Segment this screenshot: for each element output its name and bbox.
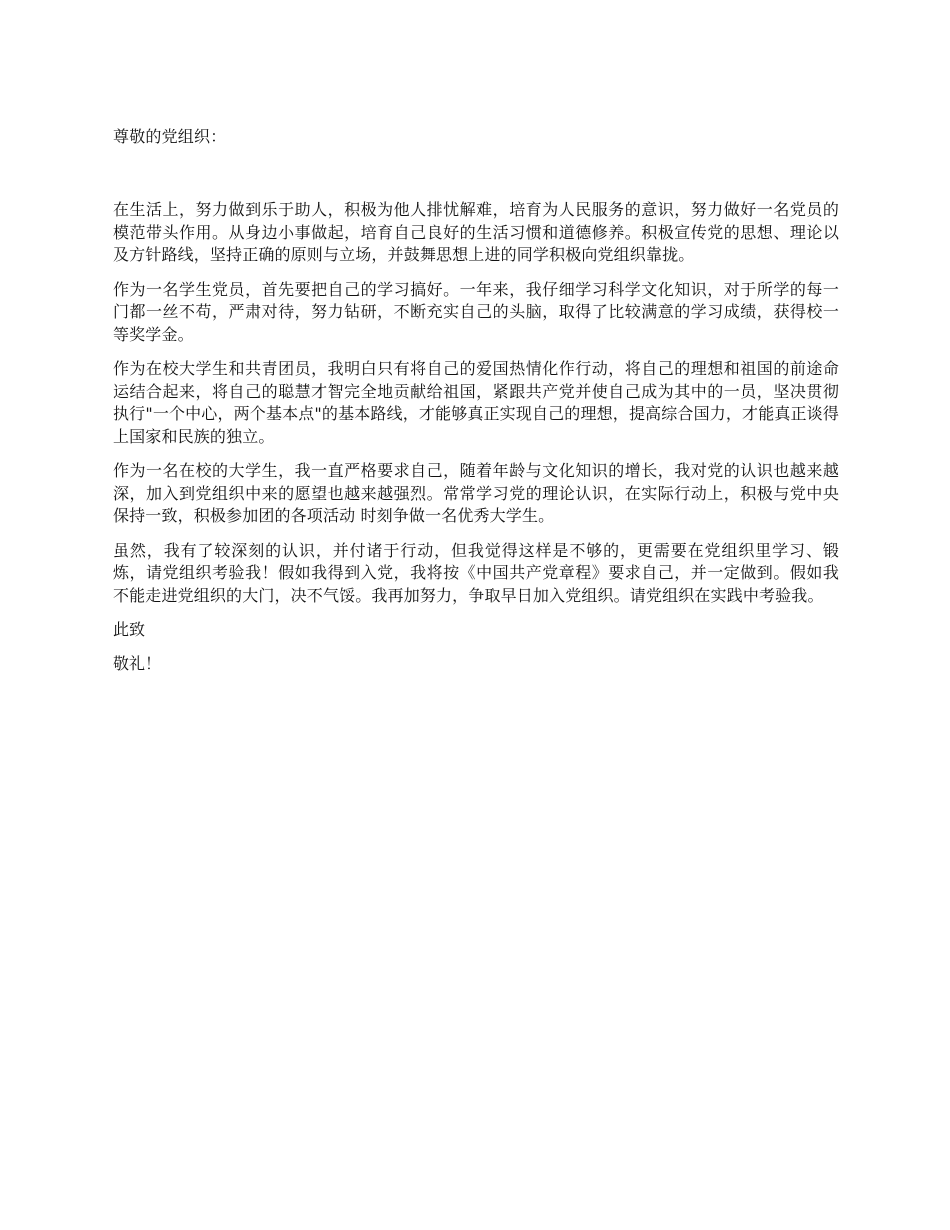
closing-salute: 此致 [113, 620, 146, 639]
letter-body [113, 199, 839, 675]
paragraph-study: 作为一名学生党员，首先要把自己的学习搞好。一年来，我仔细学习科学文化知识，对于所学的每一门都一丝不苟，严肃对待，努力钻研，不断充实自己的头脑，取得了比较满意的学习成绩，获得校一等奖学金。 [113, 279, 839, 344]
paragraph-patriotism: 作为在校大学生和共青团员，我明白只有将自己的爱国热情化作行动，将自己的理想和祖国的前途命运结合起来，将自己的聪慧才智完全地贡献给祖国，紧跟共产党并使自己成为其中的一员，坚决贯彻执行"一个中心，两个基本点"的基本路线，才能够真正实现自己的理想，提高综合国力，才能真正谈得上国家和民族的独立。 [113, 359, 839, 446]
paragraph-resolution: 虽然，我有了较深刻的认识，并付诸于行动，但我觉得这样是不够的，更需要在党组织里学习、锻炼，请党组织考验我！假如我得到入党，我将按《中国共产党章程》要求自己，并一定做到。假如我不能走进党组织的大门，决不气馁。我再加努力，争取早日加入党组织。请党组织在实践中考验我。 [113, 540, 839, 605]
salutation: 尊敬的党组织： [113, 127, 227, 146]
paragraph-life: 在生活上，努力做到乐于助人，积极为他人排忧解难，培育为人民服务的意识，努力做好一名党员的模范带头作用。从身边小事做起，培育自己良好的生活习惯和道德修养。积极宣传党的思想、理论以及方针路线，坚持正确的原则与立场，并鼓舞思想上进的同学积极向党组织靠拢。 [113, 200, 839, 264]
letter-page [113, 126, 839, 687]
paragraph-awareness: 作为一名在校的大学生，我一直严格要求自己，随着年龄与文化知识的增长，我对党的认识也越来越深，加入到党组织中来的愿望也越来越强烈。常常学习党的理论认识，在实际行动上，积极与党中央保持一致，积极参加团的各项活动 时刻争做一名优秀大学生。 [113, 461, 839, 525]
closing-regards: 敬礼！ [113, 654, 162, 673]
